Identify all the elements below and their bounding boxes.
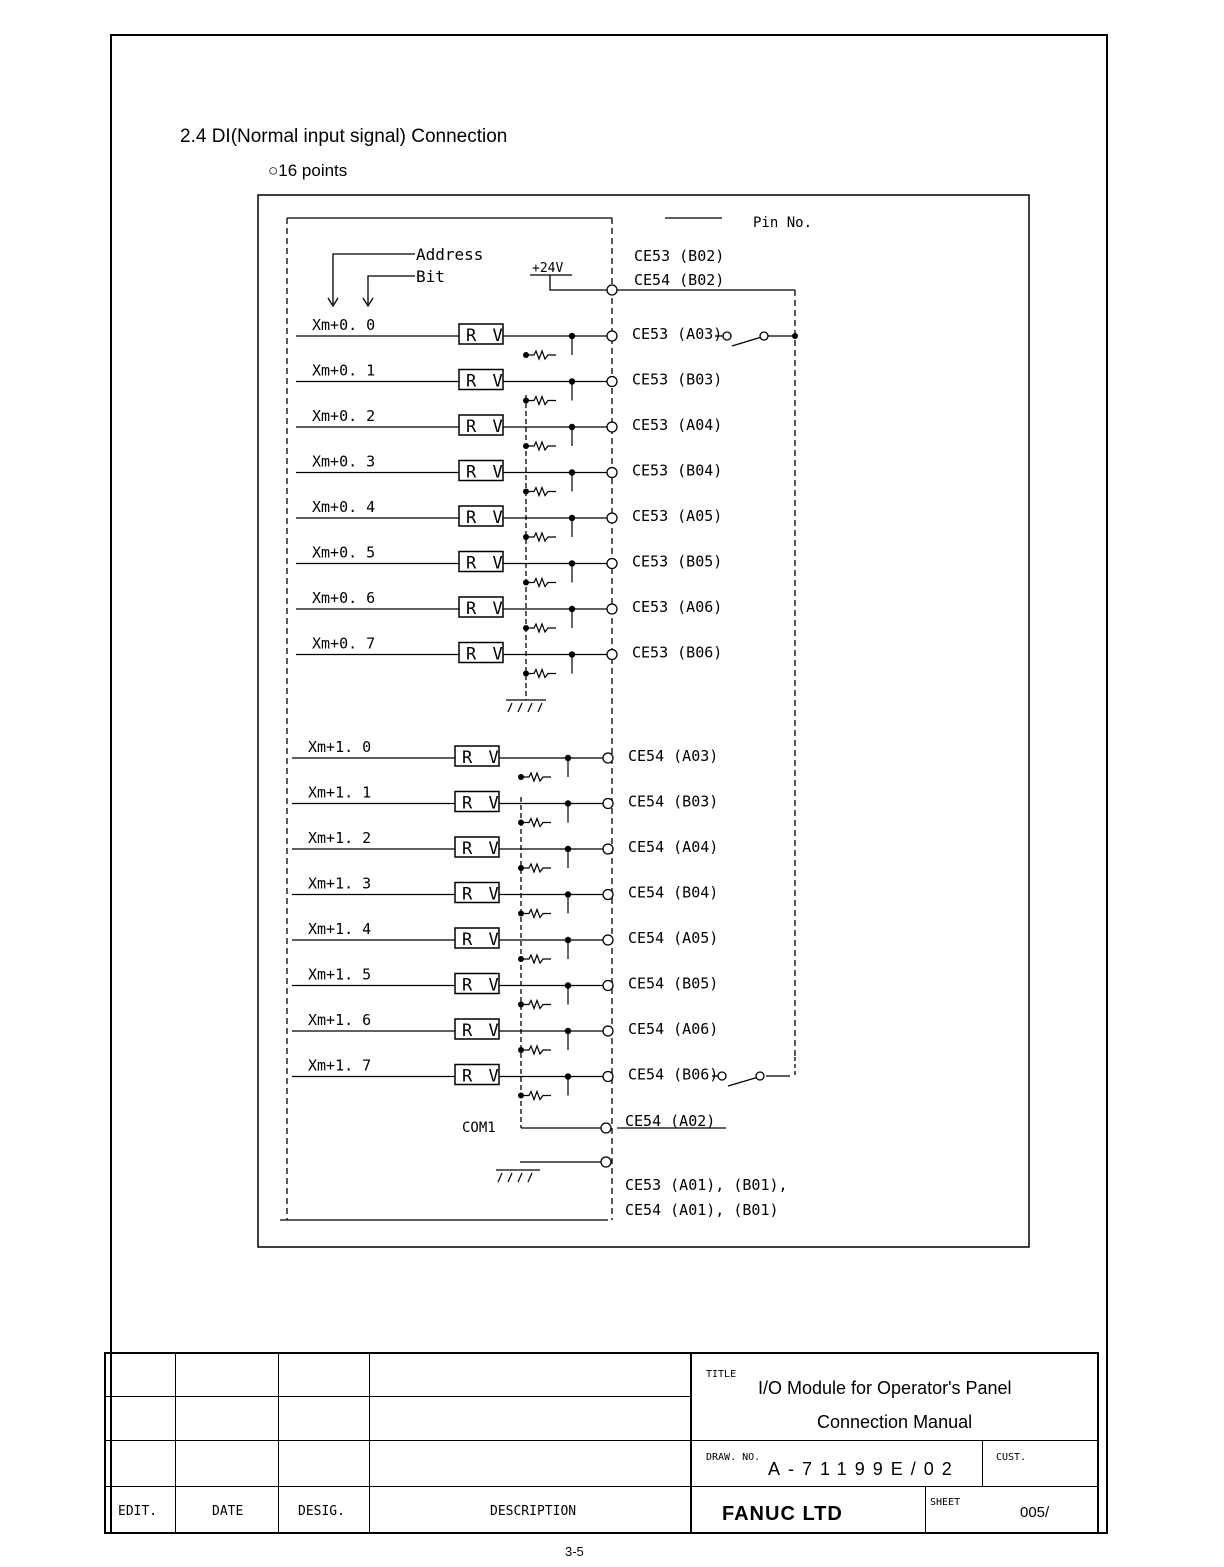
group2-pin-label: CE54 (B04): [628, 883, 719, 902]
group1-resistor: [526, 579, 556, 587]
group1-resistor: [526, 670, 556, 678]
doc-title-line2: Connection Manual: [817, 1412, 973, 1432]
group1-receiver-label: R V: [466, 371, 506, 392]
bit-label: Bit: [416, 267, 445, 286]
group1-terminal-circle: [607, 377, 617, 387]
group2-ground-dot: [518, 865, 524, 871]
group1-resistor: [526, 397, 556, 405]
group2-resistor: [521, 773, 551, 781]
group2-signal-label: Xm+1. 7: [308, 1056, 372, 1075]
group2-resistor: [521, 955, 551, 963]
group1-pin-label: CE53 (A06): [632, 598, 723, 616]
draw-no: A-71199E/02: [768, 1459, 960, 1479]
group2-signal-label: Xm+1. 4: [308, 920, 372, 938]
group2-terminal-circle: [603, 1072, 613, 1082]
points-text: 16 points: [278, 161, 348, 180]
group1-signal-label: Xm+0. 7: [312, 634, 376, 653]
address-label: Address: [416, 245, 484, 264]
group2-pin-label: CE54 (B03): [628, 792, 719, 811]
supply-label: +24V: [532, 261, 564, 276]
group2-terminal-circle: [603, 753, 613, 763]
sheet-number: 005/: [1020, 1504, 1050, 1521]
group2-signal-label: Xm+1. 6: [308, 1011, 372, 1029]
group1-receiver-label: R V: [466, 553, 506, 574]
group1-pin-label: CE53 (A03): [632, 325, 723, 343]
group1-ground-dot: [523, 489, 529, 495]
group2-signal-label: Xm+1. 2: [308, 829, 372, 847]
group1-receiver-label: R V: [466, 462, 506, 483]
sheet-label: SHEET: [930, 1497, 961, 1508]
group1-ground-dot: [523, 398, 529, 404]
supply-pin-ce54: CE54 (B02): [634, 271, 725, 289]
group1-signal-label: Xm+0. 4: [312, 498, 376, 516]
group2-ground-dot: [518, 820, 524, 826]
group2-ground-dot: [518, 1002, 524, 1008]
group2-receiver-label: R V: [462, 1021, 502, 1041]
group1-resistor: [526, 351, 556, 359]
group1-receiver-label: R V: [466, 644, 506, 665]
title-label: TITLE: [706, 1369, 737, 1380]
group2-resistor: [521, 1001, 551, 1009]
group2-terminal-circle: [603, 799, 613, 809]
ground-pins-line2: CE54 (A01), (B01): [625, 1201, 779, 1219]
col-edit: EDIT.: [118, 1504, 158, 1519]
group1-resistor: [526, 624, 556, 632]
group1-receiver-label: R V: [466, 599, 506, 619]
col-desig: DESIG.: [298, 1504, 345, 1519]
group1-signal-label: Xm+0. 6: [312, 589, 376, 607]
supply-pin-ce53: CE53 (B02): [634, 247, 725, 265]
group2-receiver-label: R V: [462, 975, 502, 996]
group1-terminal-circle: [607, 513, 617, 523]
col-date: DATE: [212, 1504, 244, 1519]
group1-pin-label: CE53 (B03): [632, 370, 723, 389]
group1-ground-dot: [523, 534, 529, 540]
group2-terminal-circle: [603, 935, 613, 945]
group2-pin-label: CE54 (A03): [628, 747, 719, 765]
group2-resistor: [521, 910, 551, 918]
section-heading: 2.4 DI(Normal input signal) Connection: [180, 126, 508, 147]
group2-signal-label: Xm+1. 5: [308, 965, 372, 984]
group2-ground-dot: [518, 1047, 524, 1053]
group1-resistor: [526, 488, 556, 496]
group2-ground-dot: [518, 956, 524, 962]
group2-receiver-label: R V: [462, 748, 502, 768]
col-description: DESCRIPTION: [490, 1504, 577, 1519]
group2-resistor: [521, 1092, 551, 1100]
group2-signal-label: Xm+1. 0: [308, 738, 372, 756]
group2-pin-label: CE54 (B06): [628, 1065, 719, 1084]
group1-terminal-circle: [607, 650, 617, 660]
group1-ground-dot: [523, 625, 529, 631]
group1-signal-label: Xm+0. 0: [312, 316, 376, 334]
group1-terminal-circle: [607, 559, 617, 569]
group2-resistor: [521, 819, 551, 827]
group2-signal-label: Xm+1. 3: [308, 874, 372, 893]
group2-terminal-circle: [603, 981, 613, 991]
page-number: 3-5: [565, 1544, 584, 1559]
group2-pin-label: CE54 (A04): [628, 838, 719, 856]
group1-resistor: [526, 533, 556, 541]
group2-pin-label: CE54 (B05): [628, 974, 719, 993]
junction-dot: [792, 333, 798, 339]
group1-pin-label: CE53 (A05): [632, 507, 723, 525]
group2-receiver-label: R V: [462, 884, 502, 905]
group2-signal-label: Xm+1. 1: [308, 783, 372, 802]
group1-terminal-circle: [607, 422, 617, 432]
group1-signal-label: Xm+0. 3: [312, 452, 376, 471]
doc-title-line1: I/O Module for Operator's Panel: [758, 1378, 1012, 1398]
group1-pin-label: CE53 (B06): [632, 643, 723, 662]
company-name: FANUC LTD: [722, 1503, 843, 1525]
circle-icon: ○: [268, 161, 279, 180]
draw-no-label: DRAW. NO.: [706, 1452, 761, 1463]
group1-pin-label: CE53 (B05): [632, 552, 723, 571]
group2-ground-dot: [518, 1093, 524, 1099]
group1-terminal-circle: [607, 604, 617, 614]
group1-signal-label: Xm+0. 2: [312, 407, 376, 425]
ground-pins-line1: CE53 (A01), (B01),: [625, 1176, 788, 1194]
group2-receiver-label: R V: [462, 839, 502, 859]
group2-resistor: [521, 1046, 551, 1054]
group2-terminal-circle: [603, 1026, 613, 1036]
group1-pin-label: CE53 (A04): [632, 416, 723, 434]
group2-pin-label: CE54 (A05): [628, 929, 719, 947]
com-pin: CE54 (A02): [625, 1112, 716, 1130]
group2-ground-dot: [518, 774, 524, 780]
group2-receiver-label: R V: [462, 793, 502, 814]
group2-pin-label: CE54 (A06): [628, 1020, 719, 1038]
group1-signal-label: Xm+0. 5: [312, 543, 376, 562]
group1-signal-label: Xm+0. 1: [312, 361, 376, 380]
group2-receiver-label: R V: [462, 930, 502, 950]
group1-receiver-label: R V: [466, 508, 506, 528]
group2-receiver-label: R V: [462, 1066, 502, 1087]
group2-terminal-circle: [603, 844, 613, 854]
group1-pin-label: CE53 (B04): [632, 461, 723, 480]
pin-no-label: Pin No.: [753, 215, 813, 231]
group1-resistor: [526, 442, 556, 450]
com-label: COM1: [462, 1120, 496, 1136]
group1-ground-dot: [523, 352, 529, 358]
group1-terminal-circle: [607, 468, 617, 478]
group1-ground-dot: [523, 443, 529, 449]
group1-receiver-label: R V: [466, 417, 506, 437]
group2-ground-dot: [518, 911, 524, 917]
group2-terminal-circle: [603, 890, 613, 900]
group1-ground-dot: [523, 580, 529, 586]
group1-receiver-label: R V: [466, 326, 506, 346]
cust-label: CUST.: [996, 1452, 1027, 1463]
group1-terminal-circle: [607, 331, 617, 341]
group2-resistor: [521, 864, 551, 872]
group1-ground-dot: [523, 671, 529, 677]
